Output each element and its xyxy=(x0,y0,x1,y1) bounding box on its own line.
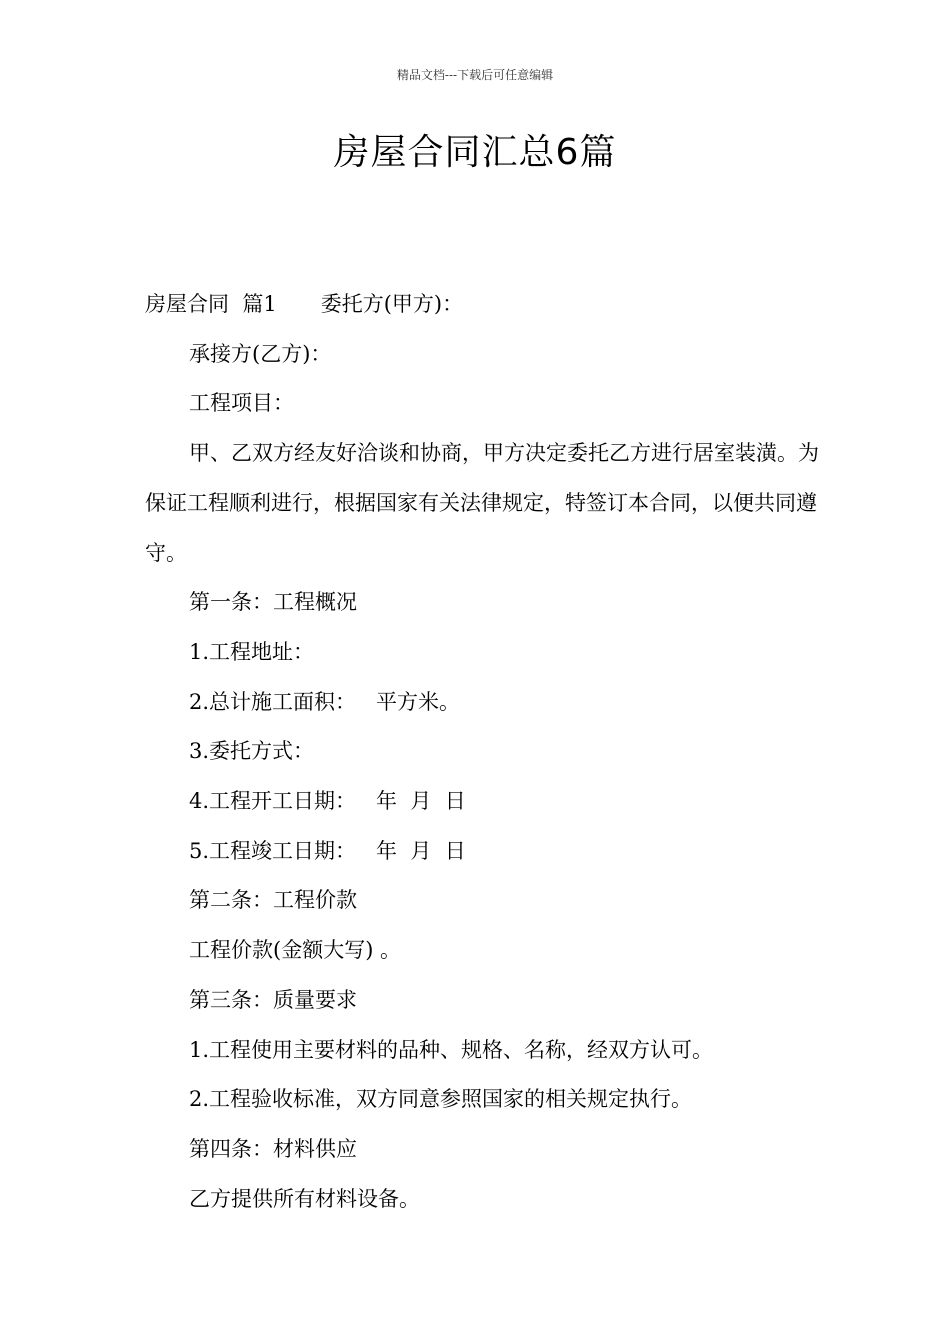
project-line: 工程项目： xyxy=(189,391,294,416)
article-3-item-1: 1.工程使用主要材料的品种、规格、名称，经双方认可。 xyxy=(189,1037,714,1062)
contractor-line: 承接方(乙方)： xyxy=(189,341,332,366)
article-1-item-4: 4.工程开工日期： 年 月 日 xyxy=(189,789,466,814)
article-2-text: 工程价款(金额大写) 。 xyxy=(189,938,402,963)
preamble-paragraph: 甲、乙双方经友好洽谈和协商，甲方决定委托乙方进行居室装潢。为保证工程顺利进行，根据国家有关法律规定，特签订本合同，以便共同遵守。 xyxy=(145,441,819,565)
article-4-title: 第四条：材料供应 xyxy=(189,1136,357,1161)
article-1-item-5: 5.工程竣工日期： 年 月 日 xyxy=(189,838,466,863)
document-body xyxy=(145,280,825,1224)
article-2-title: 第二条：工程价款 xyxy=(189,888,357,913)
document-title: 房屋合同汇总6篇 xyxy=(333,132,617,173)
client-label: 委托方(甲方)： xyxy=(320,292,464,316)
article-1-item-2: 2.总计施工面积： 平方米。 xyxy=(189,689,461,714)
article-1-item-3: 3.委托方式： xyxy=(189,739,315,764)
article-3-title: 第三条：质量要求 xyxy=(189,987,357,1012)
article-4-text: 乙方提供所有材料设备。 xyxy=(189,1186,420,1211)
header-note: 精品文档---下载后可任意编辑 xyxy=(396,68,554,82)
section-label: 房屋合同 篇1 xyxy=(145,292,277,316)
article-1-item-1: 1.工程地址： xyxy=(189,639,315,664)
article-3-item-2: 2.工程验收标准，双方同意参照国家的相关规定执行。 xyxy=(189,1087,693,1112)
intro-line xyxy=(145,280,825,330)
article-1-title: 第一条：工程概况 xyxy=(189,590,357,615)
